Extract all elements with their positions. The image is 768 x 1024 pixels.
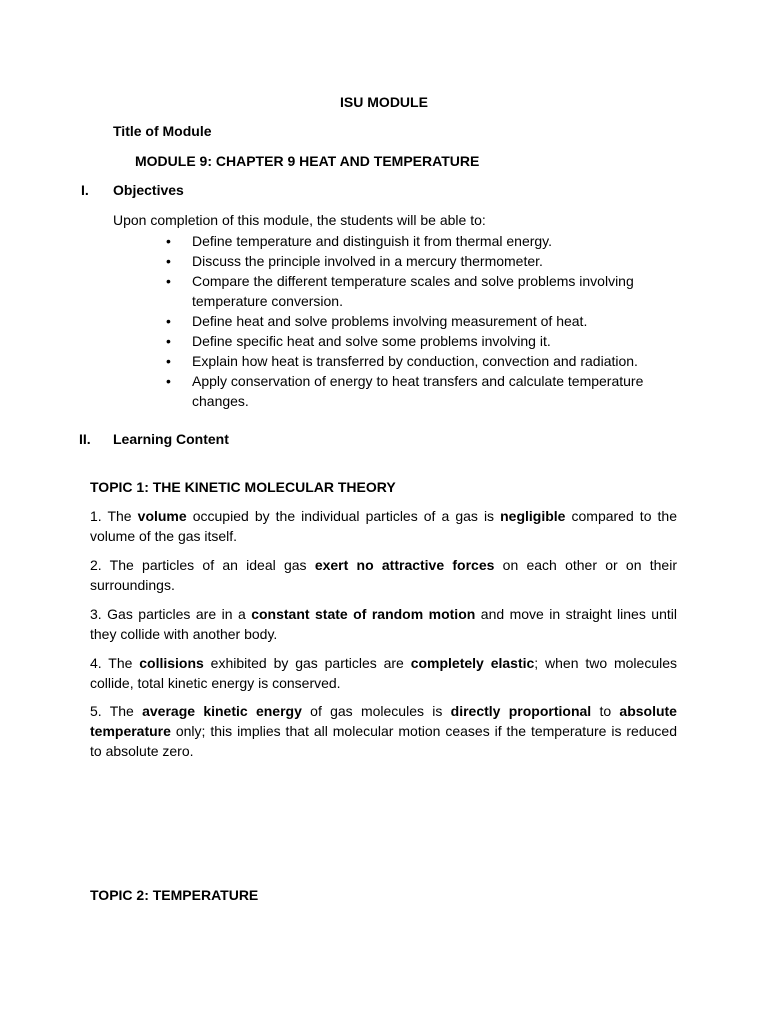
document-header: ISU MODULE <box>340 94 428 110</box>
theory-point <box>90 701 677 761</box>
bullet-icon: • <box>166 373 171 389</box>
objective-text: Apply conservation of energy to heat transfers and calculate temperature changes. <box>192 373 644 409</box>
theory-point <box>90 653 677 693</box>
emphasis-text: constant state of random motion <box>251 606 476 622</box>
point-text: 4. The <box>90 655 140 671</box>
objective-item <box>166 311 686 331</box>
point-text: on each other or on their surroundings. <box>90 557 677 593</box>
bullet-icon: • <box>166 233 171 249</box>
section-heading: Learning Content <box>113 431 229 447</box>
point-text: 5. The <box>90 703 143 719</box>
objective-text: Define specific heat and solve some problems involving it. <box>192 333 551 349</box>
section-heading: Objectives <box>113 182 184 198</box>
objectives-list <box>166 231 686 411</box>
theory-point <box>90 506 677 546</box>
point-text: to <box>591 703 620 719</box>
objective-item <box>166 251 686 271</box>
point-text: compared to the volume of the gas itself. <box>90 508 677 544</box>
objective-text: Explain how heat is transferred by conduction, convection and radiation. <box>192 353 638 369</box>
objectives-intro: Upon completion of this module, the students will be able to: <box>113 212 486 228</box>
emphasis-text: completely elastic <box>410 655 535 671</box>
objective-text: Define temperature and distinguish it from thermal energy. <box>192 233 553 249</box>
objective-item <box>166 271 686 311</box>
bullet-icon: • <box>166 253 171 269</box>
point-text: only; this implies that all molecular motion ceases if the temperature is reduced to absolute zero. <box>90 723 677 759</box>
point-text: of gas molecules is <box>301 703 451 719</box>
emphasis-text: directly proportional <box>450 703 592 719</box>
point-text: 1. The <box>90 508 138 524</box>
objective-item <box>166 351 686 371</box>
section-numeral: I. <box>81 182 89 198</box>
title-of-module-label: Title of Module <box>113 123 212 139</box>
objective-item <box>166 371 686 411</box>
emphasis-text: absolute temperature <box>90 703 677 739</box>
objective-text: Define heat and solve problems involving measurement of heat. <box>192 313 588 329</box>
objective-item <box>166 331 686 351</box>
bullet-icon: • <box>166 333 171 349</box>
theory-point <box>90 604 677 644</box>
point-text: exhibited by gas particles are <box>203 655 411 671</box>
module-title: MODULE 9: CHAPTER 9 HEAT AND TEMPERATURE <box>135 153 480 169</box>
point-text: 3. Gas particles are in a <box>90 606 252 622</box>
emphasis-text: volume <box>137 508 187 524</box>
section-numeral: II. <box>79 431 91 447</box>
emphasis-text: collisions <box>139 655 204 671</box>
point-text: occupied by the individual particles of a gas is <box>186 508 501 524</box>
objective-item <box>166 231 686 251</box>
objective-text: Discuss the principle involved in a mercury thermometer. <box>192 253 543 269</box>
topic-heading: TOPIC 1: THE KINETIC MOLECULAR THEORY <box>90 479 396 495</box>
emphasis-text: average kinetic energy <box>142 703 302 719</box>
topic-heading: TOPIC 2: TEMPERATURE <box>90 887 259 903</box>
emphasis-text: exert no attractive forces <box>314 557 495 573</box>
emphasis-text: negligible <box>500 508 566 524</box>
point-text: ; when two molecules collide, total kinetic energy is conserved. <box>90 655 678 691</box>
theory-point <box>90 555 677 595</box>
bullet-icon: • <box>166 353 171 369</box>
point-text: and move in straight lines until they collide with another body. <box>90 606 677 642</box>
point-text: 2. The particles of an ideal gas <box>90 557 315 573</box>
section-objectives <box>81 180 89 200</box>
bullet-icon: • <box>166 273 171 289</box>
objective-text: Compare the different temperature scales and solve problems involving temperature conversion. <box>192 273 634 309</box>
bullet-icon: • <box>166 313 171 329</box>
section-learning-content <box>79 429 91 449</box>
